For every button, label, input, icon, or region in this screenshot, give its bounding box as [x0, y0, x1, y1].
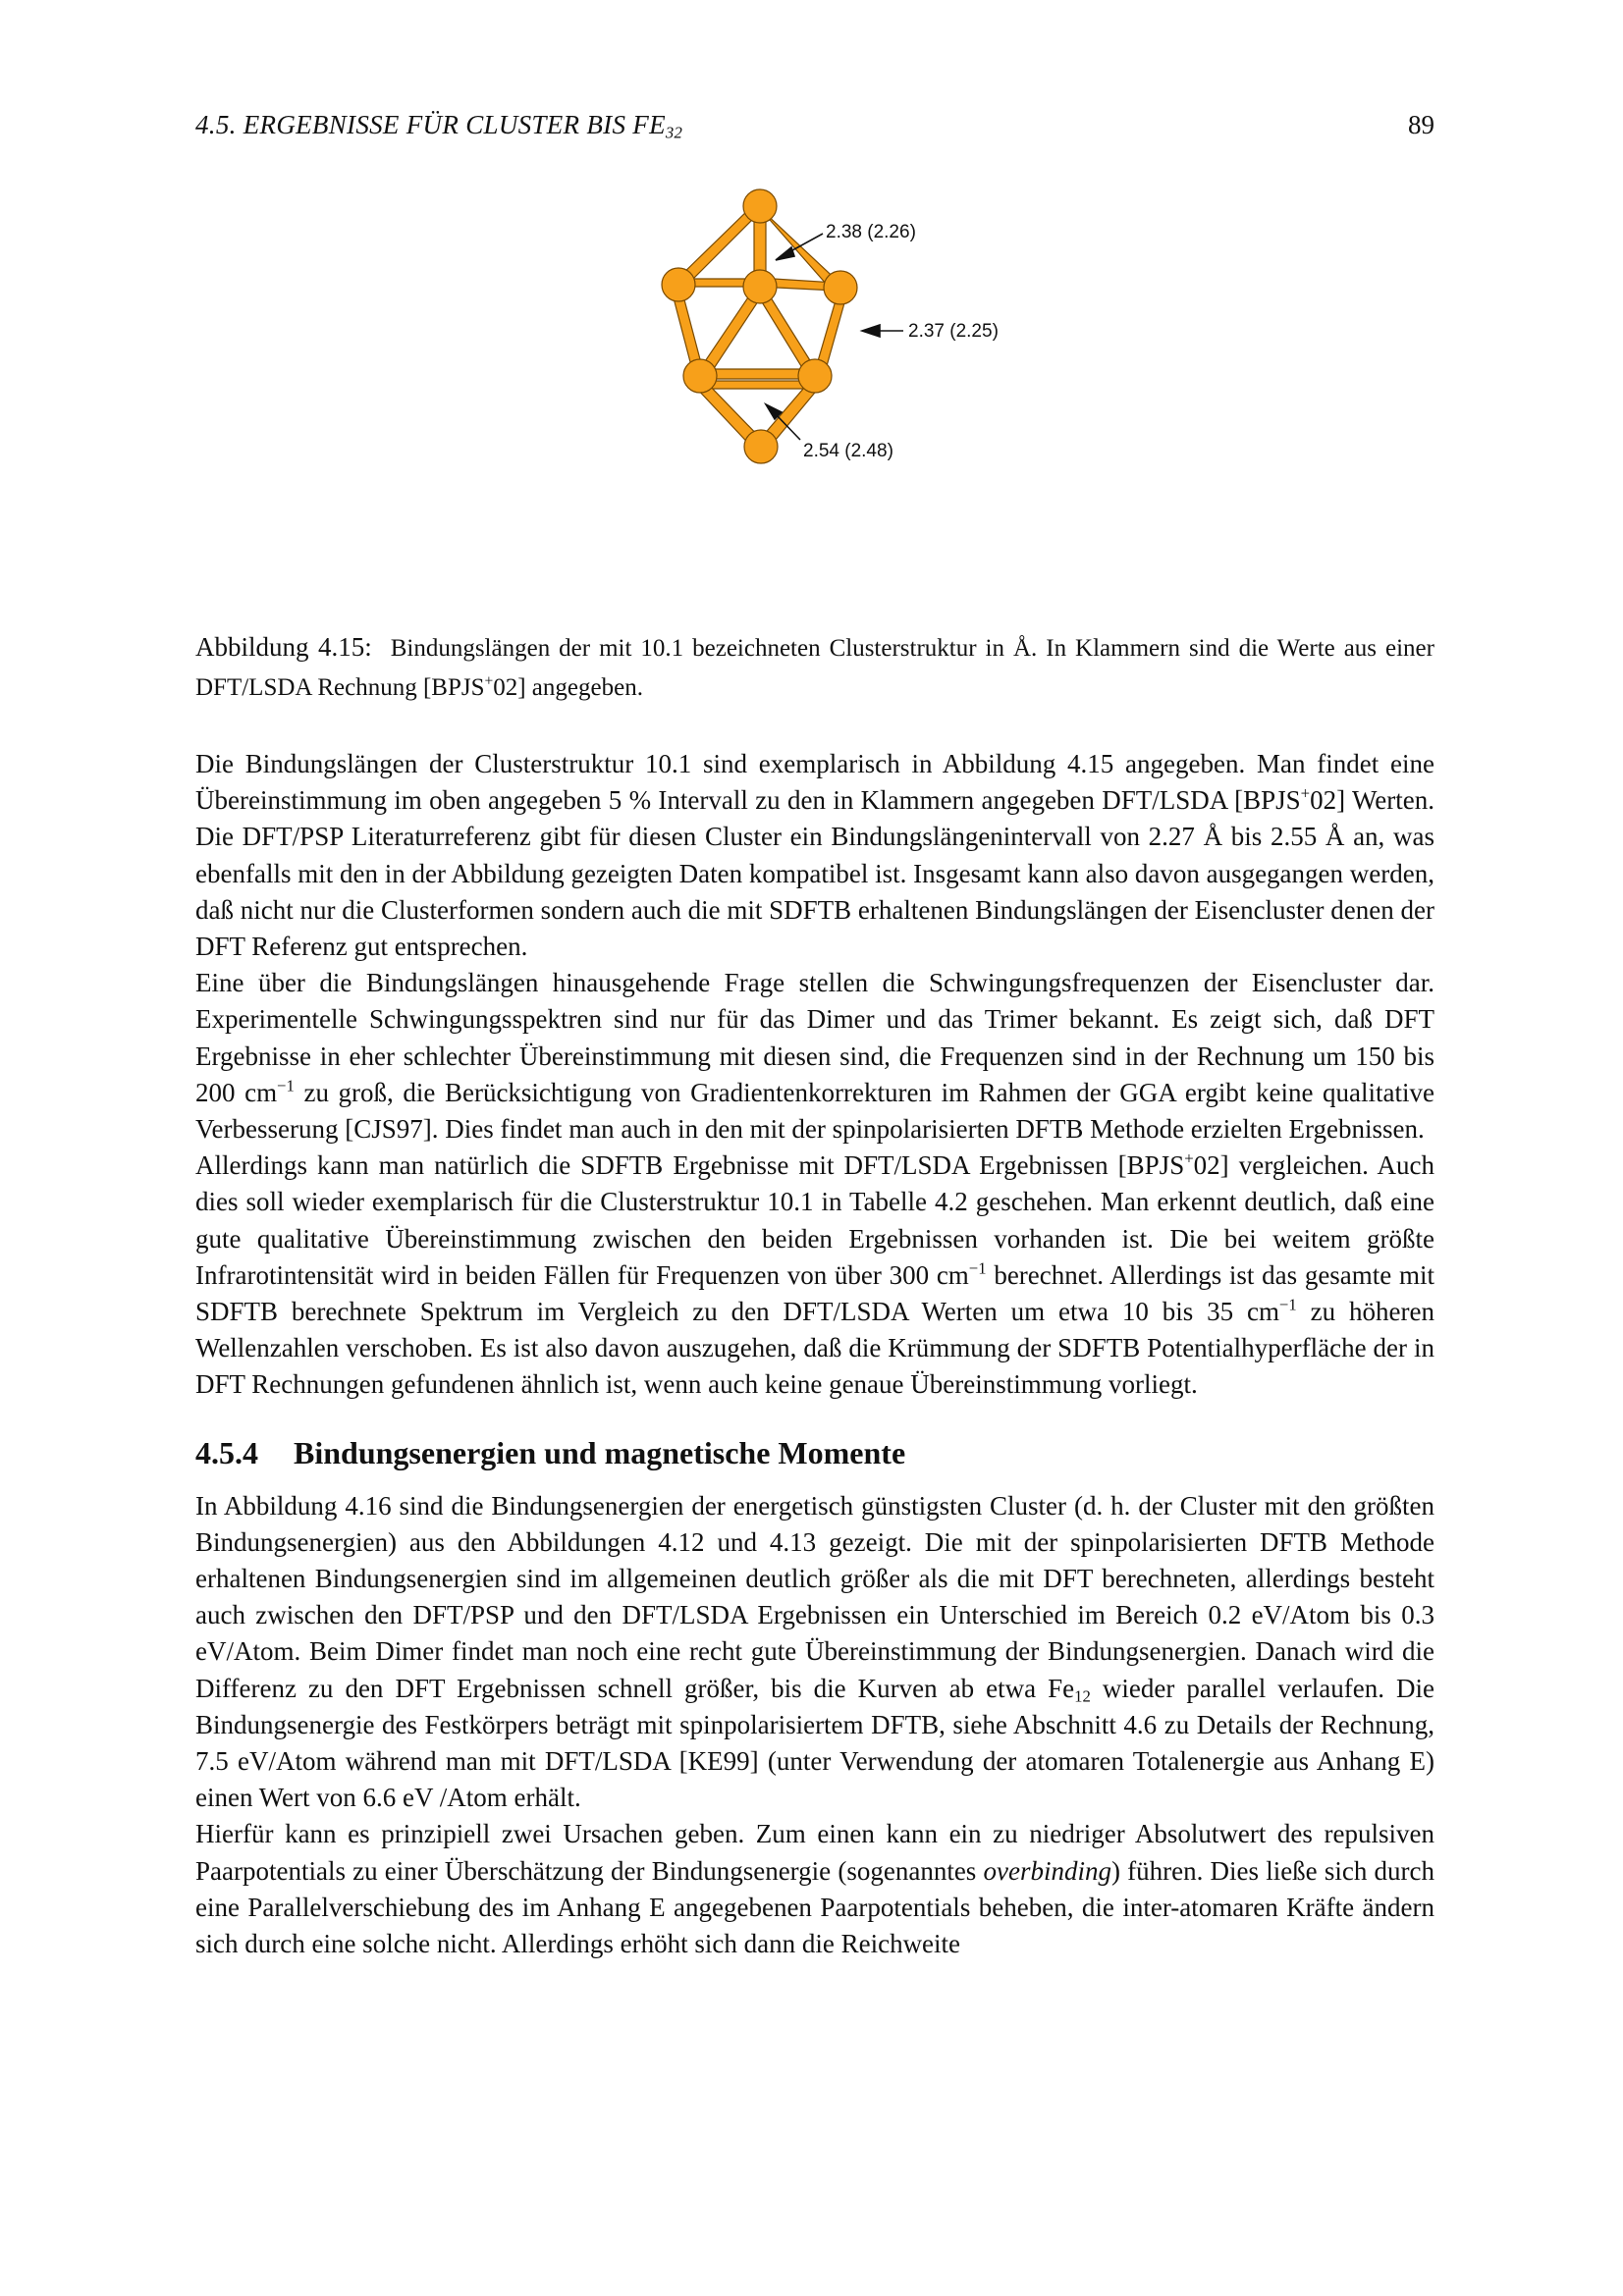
- caption-text: Bindungslängen der mit 10.1 bezeichneten Clusterstruktur in Å. In Klammern sind die Werte aus einer DFT/LSDA Rechnung [BPJS+02] angegeben.: [195, 635, 1434, 701]
- section-heading: [195, 1433, 1434, 1472]
- bond-length-label-top: 2.38 (2.26): [826, 222, 916, 242]
- atom: [743, 189, 777, 223]
- atom: [798, 359, 832, 393]
- section-title: Bindungsenergien und magnetische Momente: [294, 1434, 906, 1470]
- cluster-structure-drawing: [609, 187, 1021, 569]
- paragraph: Allerdings kann man natürlich die SDFTB Ergebnisse mit DFT/LSDA Ergebnissen [BPJS+02] vergleichen. Auch dies soll wieder exemplarisch für die Clusterstruktur 10.1 in Tabelle 4.2 geschehen. Man erkennt deutlich, daß eine gute qualitative Übereinstimmung zwischen den beiden Ergebnissen vorhanden ist. Die bei weitem größte Infrarotintensität wird in beiden Fällen für Frequenzen von über 300 $cm^{-1}$ berechnet. Allerdings ist das gesamte mit SDFTB berechnete Spektrum im Vergleich zu den DFT/LSDA Werten um etwa 10 bis 35 $cm^{-1}$ zu höheren Wellenzahlen verschoben. Es ist also davon auszugehen, daß die Krümmung der SDFTB Potentialhyperfläche der in DFT Rechnungen gefundenen ähnlich ist, wenn auch keine genaue Übereinstimmung vorliegt.: [195, 1148, 1434, 1400]
- caption-label: Abbildung 4.15:: [195, 632, 372, 662]
- paragraph: Hierfür kann es prinzipiell zwei Ursachen geben. Zum einen kann ein zu niedriger Absolutwert des repulsiven Paarpotentials zu einer Überschätzung der Bindungsenergie (sogenanntes overbinding) führen. Dies ließe sich durch eine Parallelverschiebung des im Anhang E angegebenen Paarpotentials beheben, die inter-atomaren Kräfte ändern sich durch eine solche nicht. Allerdings erhöht sich dann die Reichweite: [195, 1819, 1434, 1959]
- bond-length-label-bottom: 2.54 (2.48): [803, 441, 893, 461]
- atom: [744, 430, 778, 463]
- bond: [703, 369, 811, 379]
- paragraph: Eine über die Bindungslängen hinausgehende Frage stellen die Schwingungsfrequenzen der Eisencluster dar. Experimentelle Schwingungsspektren sind nur für das Dimer und das Trimer bekannt. Es zeigt sich, daß DFT Ergebnisse in eher schlechter Übereinstimmung mit diesen sind, die Frequenzen sind in der Rechnung um 150 bis 200 $cm^{-1}$ zu groß, die Berücksichtigung von Gradientenkorrekturen im Rahmen der GGA ergibt keine qualitative Verbesserung [CJS97]. Dies findet man auch in den mit der spinpolarisierten DFTB Methode erzielten Ergebnissen.: [195, 968, 1434, 1145]
- section-number: 4.5.4: [195, 1434, 258, 1470]
- bond-length-label-right: 2.37 (2.25): [908, 321, 999, 342]
- page-number: 89: [1408, 110, 1434, 139]
- header-title-subscript: 32: [665, 123, 683, 142]
- paragraph: In Abbildung 4.16 sind die Bindungsenergien der energetisch günstigsten Cluster (d. h. der Cluster mit den größten Bindungsenergien) aus den Abbildungen 4.12 und 4.13 gezeigt. Die mit der spinpolarisierten DFTB Methode erhaltenen Bindungsenergien sind im allgemeinen deutlich größer als die mit DFT berechneten, allerdings besteht auch zwischen den DFT/PSP und den DFT/LSDA Ergebnissen ein Unterschied im Bereich 0.2 eV/Atom bis 0.3 eV/Atom. Beim Dimer findet man noch eine recht gute Übereinstimmung der Bindungsenergien. Danach wird die Differenz zu den DFT Ergebnissen schnell größer, bis die Kurven ab etwa $Fe_{12}$ wieder parallel verlaufen. Die Bindungsenergie des Festkörpers beträgt mit spinpolarisiertem DFTB, siehe Abschnitt 4.6 zu Details der Rechnung, 7.5 eV/Atom während man mit DFT/LSDA [KE99] (unter Verwendung der atomaren Totalenergie aus Anhang E) einen Wert von 6.6 eV /Atom erhält.: [195, 1490, 1434, 1813]
- arrowhead-right: [862, 325, 880, 337]
- atom: [743, 270, 777, 303]
- running-header: [195, 110, 1434, 145]
- figure-caption: [195, 628, 1434, 707]
- main-text: [195, 746, 1434, 1962]
- header-title: [195, 110, 682, 140]
- cluster-figure: [609, 187, 1021, 569]
- header-title-text: 4.5. ERGEBNISSE FÜR CLUSTER BIS FE: [195, 110, 666, 139]
- bond: [703, 381, 811, 389]
- atom: [662, 268, 695, 301]
- arrowhead-top: [776, 247, 794, 260]
- atom: [683, 359, 717, 393]
- paragraph: Die Bindungslängen der Clusterstruktur 10.1 sind exemplarisch in Abbildung 4.15 angegeben. Man findet eine Übereinstimmung im oben angegeben 5 % Intervall zu den in Klammern angegeben DFT/LSDA [BPJS+02] Werten. Die DFT/PSP Literaturreferenz gibt für diesen Cluster ein Bindungslängenintervall von 2.27 Å bis 2.55 Å an, was ebenfalls mit den in der Abbildung gezeigten Daten kompatibel ist. Insgesamt kann also davon ausgegangen werden, daß nicht nur die Clusterformen sondern auch die mit SDFTB erhaltenen Bindungslängen der Eisencluster denen der DFT Referenz gut entsprechen.: [195, 749, 1434, 962]
- atom: [824, 271, 857, 304]
